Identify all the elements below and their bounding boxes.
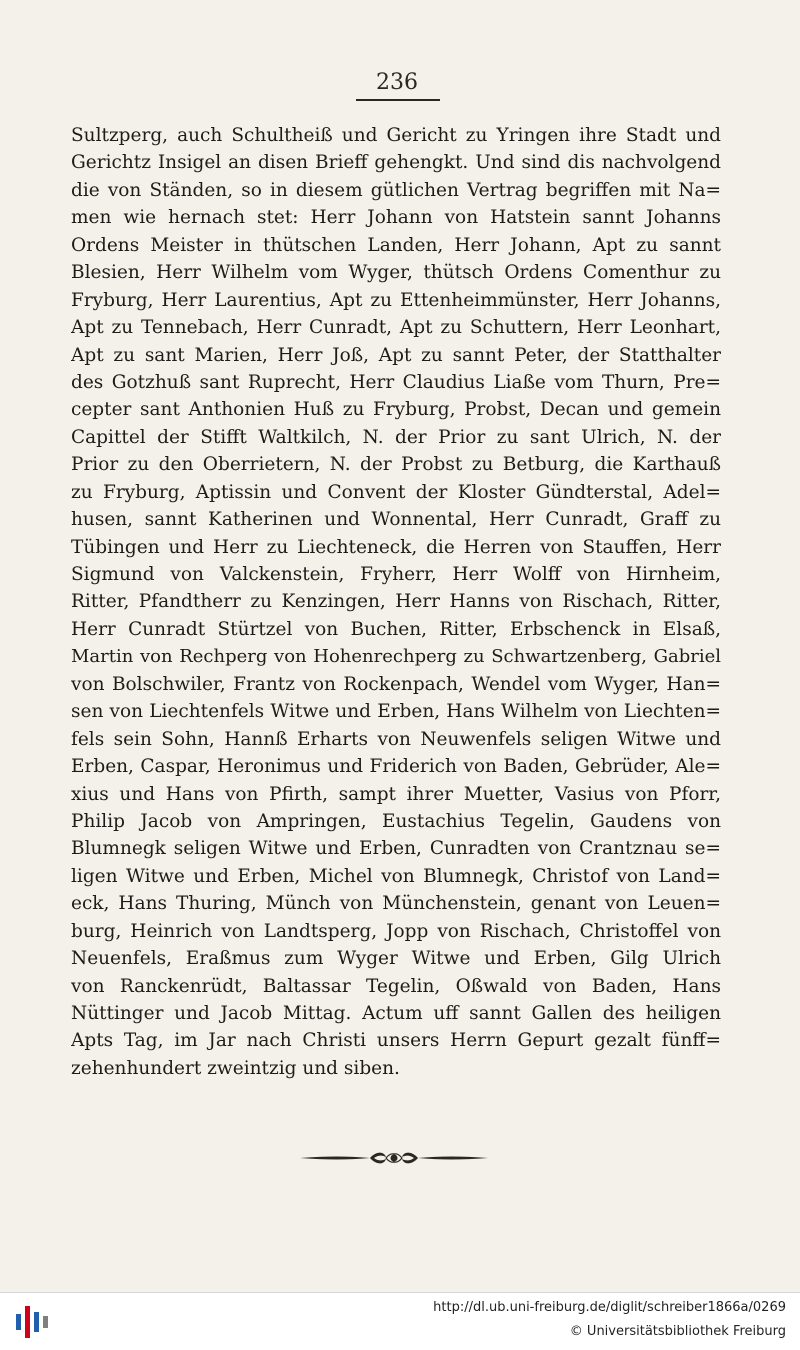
text-line: Erben, Caspar, Heronimus und Friderich von Baden, Gebrüder, Ale= xyxy=(71,756,721,778)
text-line: Ordens Meister in thütschen Landen, Herr Johann, Apt zu sannt xyxy=(71,234,721,256)
permalink-url[interactable]: http://dl.ub.uni-freiburg.de/diglit/schreiber1866a/0269 xyxy=(433,1300,786,1315)
text-line: fels sein Sohn, Hannß Erharts von Neuwenfels seligen Witwe und xyxy=(71,728,721,750)
text-line: die von Ständen, so in diesem gütlichen Vertrag begriffen mit Na= xyxy=(71,179,721,201)
text-line: Philip Jacob von Ampringen, Eustachius Tegelin, Gaudens von xyxy=(71,810,721,832)
library-logo-icon xyxy=(14,1302,50,1342)
text-line: Apt zu sant Marien, Herr Joß, Apt zu sannt Peter, der Statthalter xyxy=(71,344,721,366)
text-line: Sultzperg, auch Schultheiß und Gericht zu Yringen ihre Stadt und xyxy=(71,125,721,146)
text-line: burg, Heinrich von Landtsperg, Jopp von Rischach, Christoffel von xyxy=(71,920,721,942)
text-line: von Ranckenrüdt, Baltassar Tegelin, Oßwald von Baden, Hans xyxy=(71,975,721,997)
ornament-icon xyxy=(296,1147,492,1169)
text-line: ligen Witwe und Erben, Michel von Blumnegk, Christof von Land= xyxy=(71,865,721,887)
text-line: von Bolschwiler, Frantz von Rockenpach, Wendel vom Wyger, Han= xyxy=(71,673,721,695)
text-line: Martin von Rechperg von Hohenrechperg zu Schwartzenberg, Gabriel xyxy=(71,646,721,668)
text-line: Tübingen und Herr zu Liechteneck, die Herren von Stauffen, Herr xyxy=(71,536,721,558)
text-line: cepter sant Anthonien Huß zu Fryburg, Probst, Decan und gemein xyxy=(71,399,721,421)
text-line: Herr Cunradt Stürtzel von Buchen, Ritter, Erbschenck in Elsaß, xyxy=(71,618,721,640)
text-line: Capittel der Stifft Waltkilch, N. der Prior zu sant Ulrich, N. der xyxy=(71,426,721,448)
text-line: Gerichtz Insigel an disen Brieff gehengkt. Und sind dis nachvolgend xyxy=(71,152,721,174)
body-text xyxy=(71,122,721,1082)
text-line: Neuenfels, Eraßmus zum Wyger Witwe und Erben, Gilg Ulrich xyxy=(71,948,721,970)
page-number-rule xyxy=(356,99,440,101)
text-line: eck, Hans Thuring, Münch von Münchenstein, genant von Leuen= xyxy=(71,893,721,915)
copyright-notice: © Universitätsbibliothek Freiburg xyxy=(569,1324,786,1339)
footer-bar xyxy=(0,1292,800,1350)
text-line: des Gotzhuß sant Ruprecht, Herr Claudius Liaße vom Thurn, Pre= xyxy=(71,371,721,393)
text-line: Sigmund von Valckenstein, Fryherr, Herr Wolff von Hirnheim, xyxy=(71,564,721,585)
text-line: Blumnegk seligen Witwe und Erben, Cunradten von Crantznau se= xyxy=(71,838,721,860)
text-line: men wie hernach stet: Herr Johann von Hatstein sannt Johanns xyxy=(71,207,721,229)
text-line: Prior zu den Oberrietern, N. der Probst zu Betburg, die Karthauß xyxy=(71,454,721,476)
page-number: 236 xyxy=(376,70,418,95)
text-line: Apt zu Tennebach, Herr Cunradt, Apt zu Schuttern, Herr Leonhart, xyxy=(71,317,721,339)
text-line: husen, sannt Katherinen und Wonnental, Herr Cunradt, Graff zu xyxy=(71,509,721,531)
text-line: Nüttinger und Jacob Mittag. Actum uff sannt Gallen des heiligen xyxy=(71,1003,721,1024)
text-line: Ritter, Pfandtherr zu Kenzingen, Herr Hanns von Rischach, Ritter, xyxy=(71,591,721,613)
text-line: Blesien, Herr Wilhelm vom Wyger, thütsch Ordens Comenthur zu xyxy=(71,262,721,284)
text-line: zu Fryburg, Aptissin und Convent der Kloster Gündterstal, Adel= xyxy=(71,481,721,503)
text-line: xius und Hans von Pfirth, sampt ihrer Muetter, Vasius von Pforr, xyxy=(71,783,721,805)
text-line: Fryburg, Herr Laurentius, Apt zu Ettenheimmünster, Herr Johanns, xyxy=(71,289,721,311)
text-line: Apts Tag, im Jar nach Christi unsers Herrn Gepurt gezalt fünff= xyxy=(71,1030,721,1052)
text-line: zehenhundert zweintzig und siben. xyxy=(71,1057,400,1079)
text-line: sen von Liechtenfels Witwe und Erben, Hans Wilhelm von Liechten= xyxy=(71,701,721,723)
